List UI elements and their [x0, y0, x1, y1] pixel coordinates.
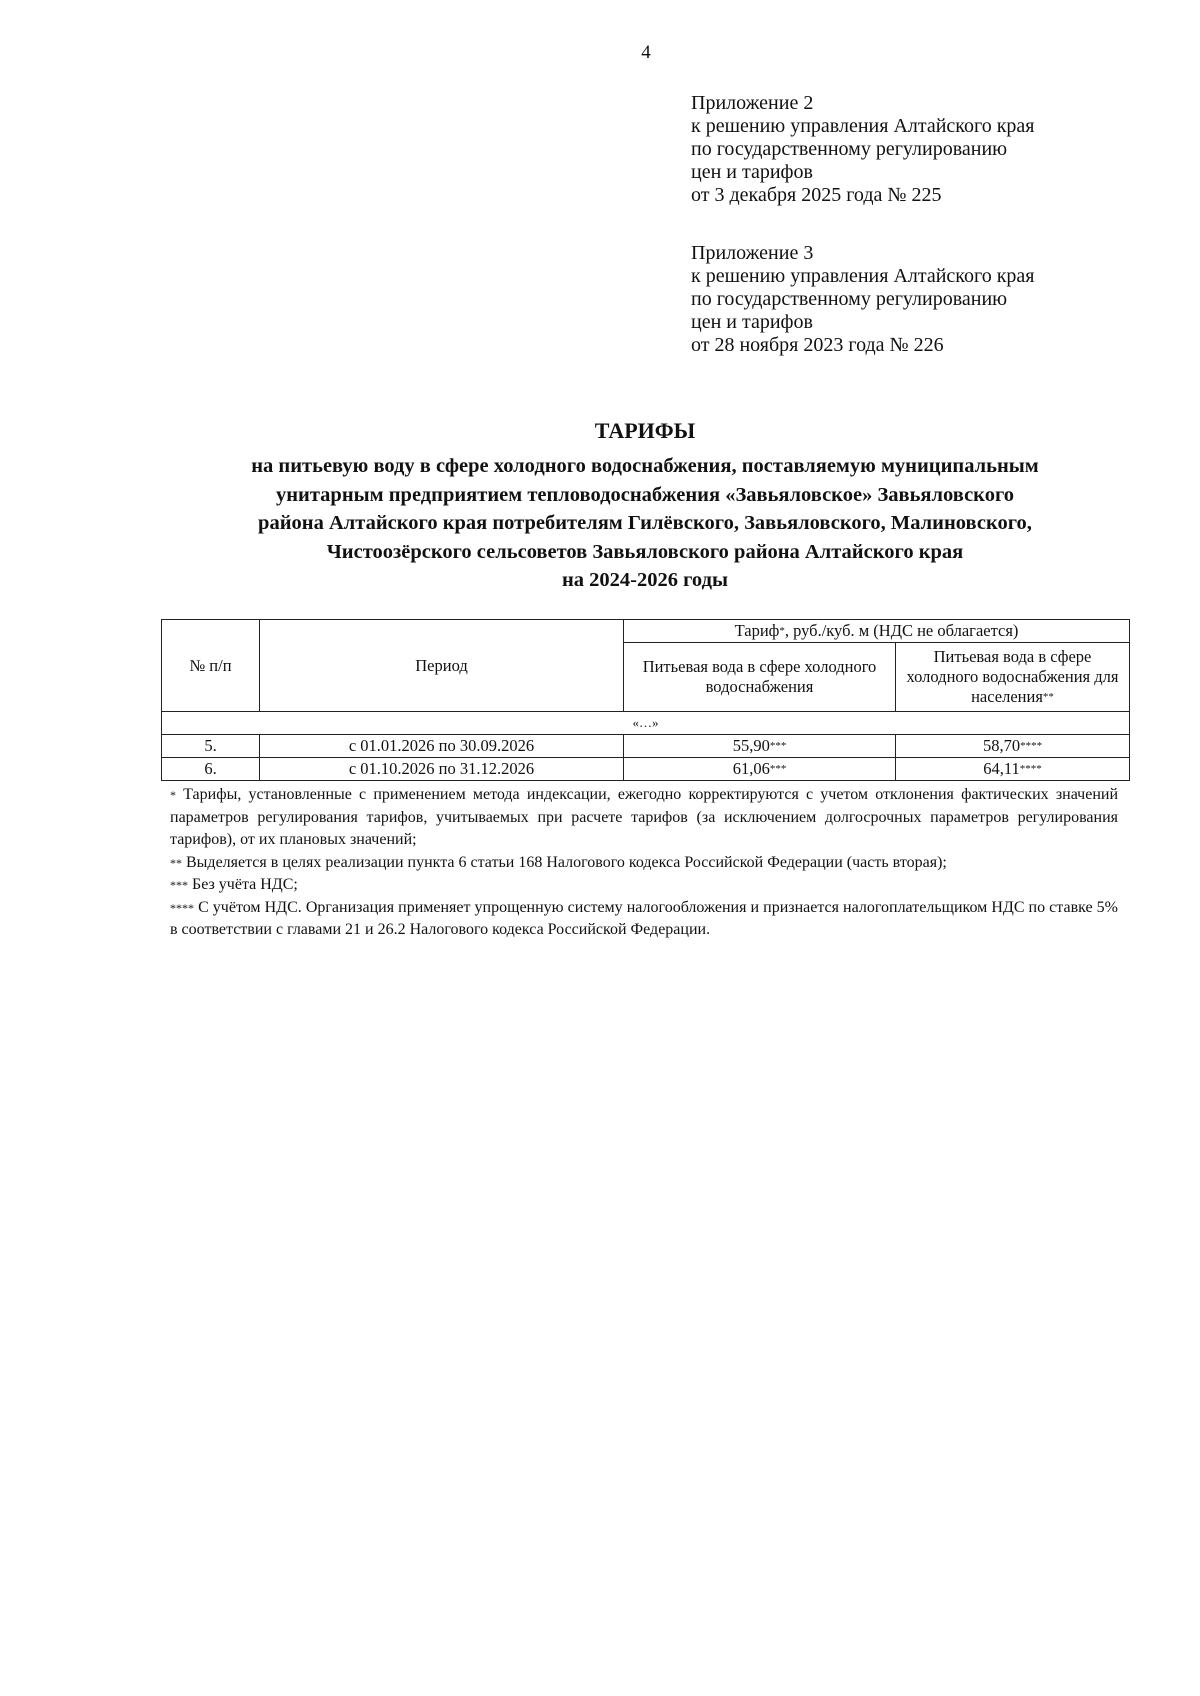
- row-value2: [896, 758, 1130, 781]
- title-line: на питьевую воду в сфере холодного водоснабжения, поставляемую муниципальным: [251, 455, 1039, 477]
- header-tariff-mark: *: [779, 625, 785, 637]
- annex-3-line: цен и тарифов: [691, 311, 813, 333]
- value1: 55,90: [732, 736, 770, 755]
- header-col2-mark: **: [1042, 691, 1054, 703]
- row-num: 6.: [162, 758, 260, 781]
- header-num: № п/п: [162, 620, 260, 712]
- header-tariff: [624, 620, 1130, 643]
- row-value2: [896, 735, 1130, 758]
- annex-3-header: [691, 242, 1035, 357]
- value2: 64,11: [983, 759, 1020, 778]
- title-line: унитарным предприятием тепловодоснабжения «Завьяловское» Завьяловского: [275, 483, 1015, 506]
- document-title: [170, 418, 1120, 595]
- footnote: [170, 874, 1118, 897]
- header-tariff-label: Тариф: [734, 621, 780, 640]
- row-period: с 01.10.2026 по 31.12.2026: [260, 758, 624, 781]
- ellipsis-cell: «…»: [162, 712, 1130, 735]
- footnote-mark: **: [170, 855, 182, 870]
- annex-2-line: от 3 декабря 2025 года № 225: [691, 184, 942, 206]
- annex-3-line: от 28 ноября 2023 года № 226: [691, 334, 944, 356]
- annex-3-line: к решению управления Алтайского края: [691, 265, 1035, 287]
- value1: 61,06: [732, 759, 770, 778]
- title-main: ТАРИФЫ: [594, 418, 696, 443]
- table-row: [162, 735, 1130, 758]
- footnote-text: С учётом НДС. Организация применяет упрощенную систему налогообложения и признается налогоплательщиком НДС по ставке 5% в соответствии с главами 21 и 26.2 Налогового кодекса Российской Федерации.: [170, 898, 1118, 938]
- annex-2-line: Приложение 2: [691, 92, 814, 114]
- footnote-mark: ****: [170, 900, 194, 915]
- header-period: Период: [260, 620, 624, 712]
- value2-mark: ****: [1020, 740, 1043, 752]
- header-col1-label: Питьевая вода в сфере холодного водоснабжения: [642, 657, 877, 696]
- annex-3-line: по государственному регулированию: [691, 288, 1008, 310]
- value1-mark: ***: [769, 763, 787, 775]
- value2: 58,70: [982, 736, 1021, 755]
- footnote: [170, 852, 1118, 875]
- title-line: Чистоозёрского сельсоветов Завьяловского района Алтайского края: [326, 540, 964, 563]
- footnote: [170, 784, 1118, 852]
- footnote-mark: ***: [170, 878, 188, 892]
- row-period: с 01.01.2026 по 30.09.2026: [260, 735, 624, 758]
- annex-2-header: [691, 92, 1035, 207]
- title-line: на 2024-2026 годы: [562, 569, 728, 591]
- annex-2-line: к решению управления Алтайского края: [691, 115, 1035, 137]
- value2-mark: ****: [1019, 763, 1042, 775]
- header-col1: [624, 643, 896, 712]
- header-tariff-unit: , руб./куб. м (НДС не облагается): [784, 621, 1019, 640]
- footnote-text: Без учёта НДС;: [188, 876, 298, 893]
- row-num: 5.: [162, 735, 260, 758]
- footnote: [170, 897, 1118, 942]
- row-value1: [624, 735, 896, 758]
- row-value1: [624, 758, 896, 781]
- table-row-ellipsis: [162, 712, 1130, 735]
- table-header-row: [162, 620, 1130, 643]
- footnotes: [170, 784, 1118, 942]
- table-row: [162, 758, 1130, 781]
- annex-2-line: по государственному регулированию: [691, 138, 1008, 160]
- title-line: района Алтайского края потребителям Гилёвского, Завьяловского, Малиновского,: [258, 512, 1032, 534]
- footnote-text: Выделяется в целях реализации пункта 6 статьи 168 Налогового кодекса Российской Федерации (часть вторая);: [182, 853, 947, 871]
- page-number: 4: [641, 42, 651, 63]
- footnote-mark: *: [170, 788, 176, 802]
- annex-3-line: Приложение 3: [691, 242, 814, 264]
- header-col2: [896, 643, 1130, 712]
- footnote-text: Тарифы, установленные с применением метода индексации, ежегодно корректируются с учетом отклонения фактических значений параметров регулирования тарифов, учитываемых при расчете тарифов (за исключением долгосрочных параметров регулирования тарифов), от их плановых значений;: [170, 786, 1118, 848]
- value1-mark: ***: [769, 740, 787, 752]
- header-col2-label: Питьевая вода в сфере холодного водоснабжения для населения: [906, 647, 1119, 706]
- tariff-table: [161, 619, 1130, 781]
- annex-2-line: цен и тарифов: [691, 161, 813, 183]
